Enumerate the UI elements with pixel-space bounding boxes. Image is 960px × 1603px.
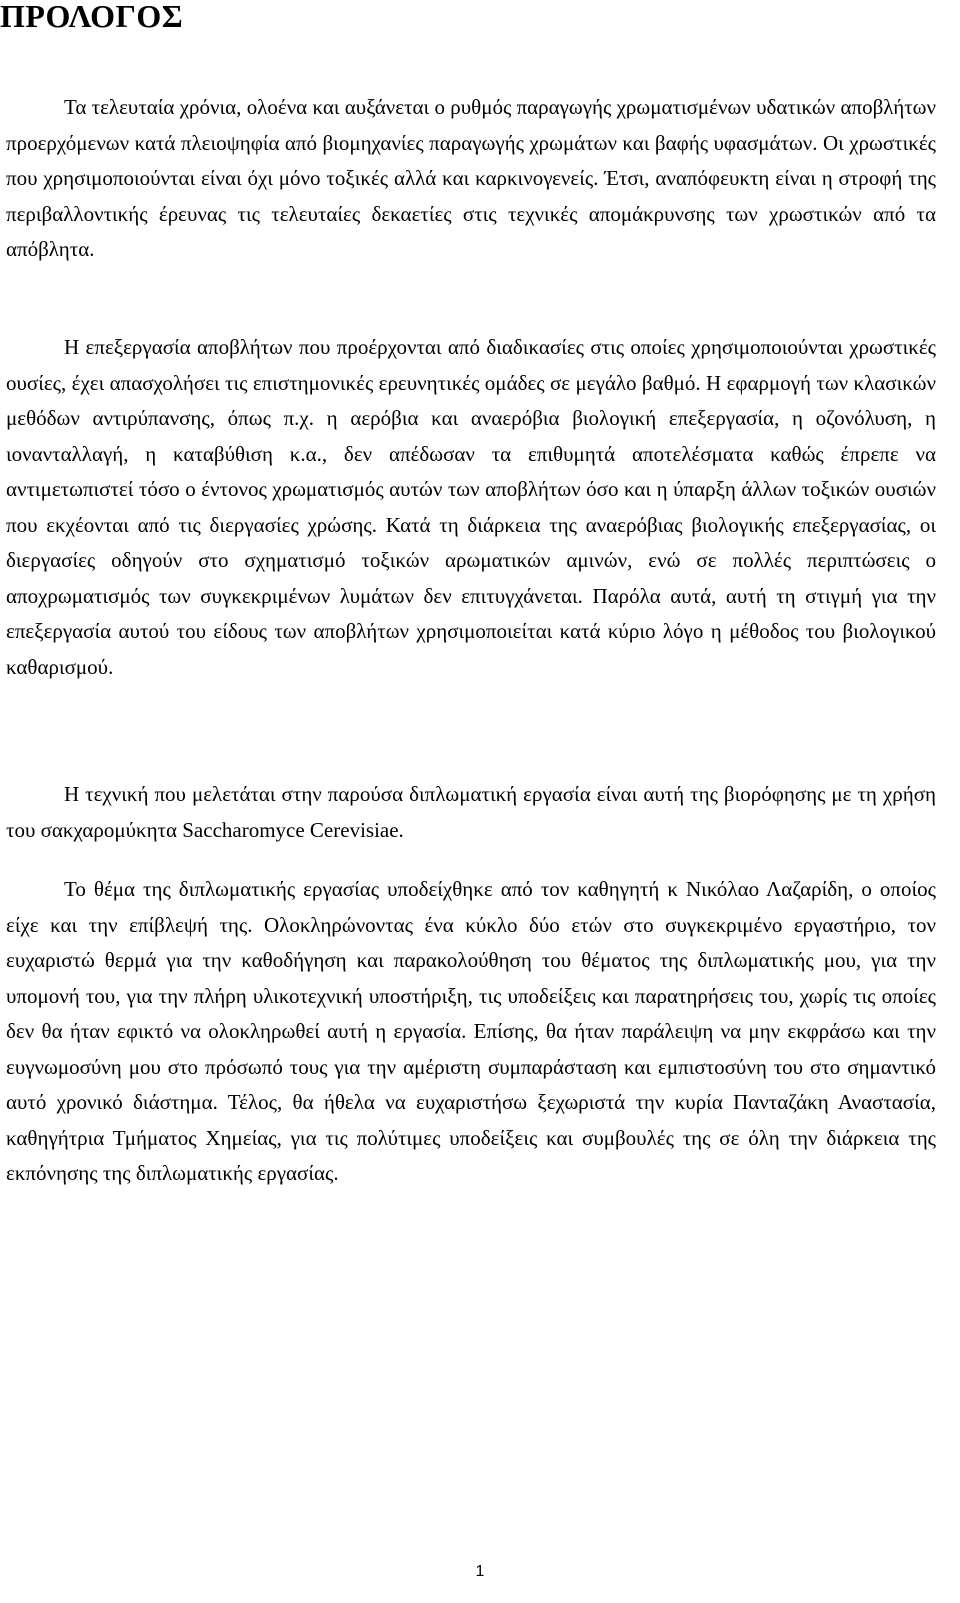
paragraph-intro: Τα τελευταία χρόνια, ολοένα και αυξάνεται ο ρυθμός παραγωγής χρωματισμένων υδατικών αποβλήτων προερχόμενων κατά πλειοψηφία από βιομηχανίες παραγωγής χρωμάτων και βαφής υφασμάτων. Οι χρωστικές που χρησιμοποιούνται είναι όχι μόνο τοξικές αλλά και καρκινογενείς. Έτσι, αναπόφευκτη είναι η στροφή της περιβαλλοντικής έρευνας τις τελευταίες δεκαετίες στις τεχνικές απομάκρυνσης των χρωστικών από τα απόβλητα. <box>6 95 936 261</box>
page-number: 1 <box>475 1563 485 1580</box>
page-title: ΠΡΟΛΟΓΟΣ <box>0 0 184 34</box>
paragraph-treatment: Η επεξεργασία αποβλήτων που προέρχονται από διαδικασίες στις οποίες χρησιμοποιούνται χρωστικές ουσίες, έχει απασχολήσει τις επιστημονικές ερευνητικές ομάδες σε μεγάλο βαθμό. Η εφαρμογή των κλασικών μεθόδων αντιρύπανσης, όπως π.χ. η αερόβια και αναερόβια βιολογική επεξεργασία, η οζονόλυση, η ιονανταλλαγή, η καταβύθιση κ.α., δεν απέδωσαν τα επιθυμητά αποτελέσματα καθώς έπρεπε να αντιμετωπιστεί τόσο ο έντονος χρωματισμός αυτών των αποβλήτων όσο και η ύπαρξη άλλων τοξικών ουσιών που εκχέονται από τις διεργασίες χρώσης. Κατά τη διάρκεια της αναερόβιας βιολογικής επεξεργασίας, οι διεργασίες οδηγούν στο σχηματισμό τοξικών αρωματικών αμινών, ενώ σε πολλές περιπτώσεις ο αποχρωματισμός των συγκεκριμένων λυμάτων δεν επιτυγχάνεται. Παρόλα αυτά, αυτή τη στιγμή για την επεξεργασία αυτού του είδους των αποβλήτων χρησιμοποιείται κατά κύριο λόγο η μέθοδος του βιολογικού καθαρισμού. <box>6 335 936 679</box>
paragraph-acknowledgements: Το θέμα της διπλωματικής εργασίας υποδείχθηκε από τον καθηγητή κ Νικόλαο Λαζαρίδη, ο οποίος είχε και την επίβλεψή της. Ολοκληρώνοντας ένα κύκλο δύο ετών στο συγκεκριμένο εργαστήριο, τον ευχαριστώ θερμά για την καθοδήγηση και παρακολούθηση του θέματος της διπλωματικής μου, για την υπομονή του, για την πλήρη υλικοτεχνική υποστήριξη, τις υποδείξεις και παρατηρήσεις του, χωρίς τις οποίες δεν θα ήταν εφικτό να ολοκληρωθεί αυτή η εργασία. Επίσης, θα ήταν παράλειψη να μην εκφράσω και την ευγνωμοσύνη μου στο πρόσωπό τους για την αμέριστη συμπαράσταση και εμπιστοσύνη του στο σημαντικό αυτό χρονικό διάστημα. Τέλος, θα ήθελα να ευχαριστήσω ξεχωριστά την κυρία Πανταζάκη Αναστασία, καθηγήτρια Τμήματος Χημείας, για τις πολύτιμες υποδείξεις και συμβουλές της σε όλη την διάρκεια της εκπόνησης της διπλωματικής εργασίας. <box>6 877 936 1185</box>
paragraph-technique: Η τεχνική που μελετάται στην παρούσα διπλωματική εργασία είναι αυτή της βιορόφησης με τη χρήση του σακχαρομύκητα Saccharomyce Cerevisiae. <box>6 782 936 842</box>
